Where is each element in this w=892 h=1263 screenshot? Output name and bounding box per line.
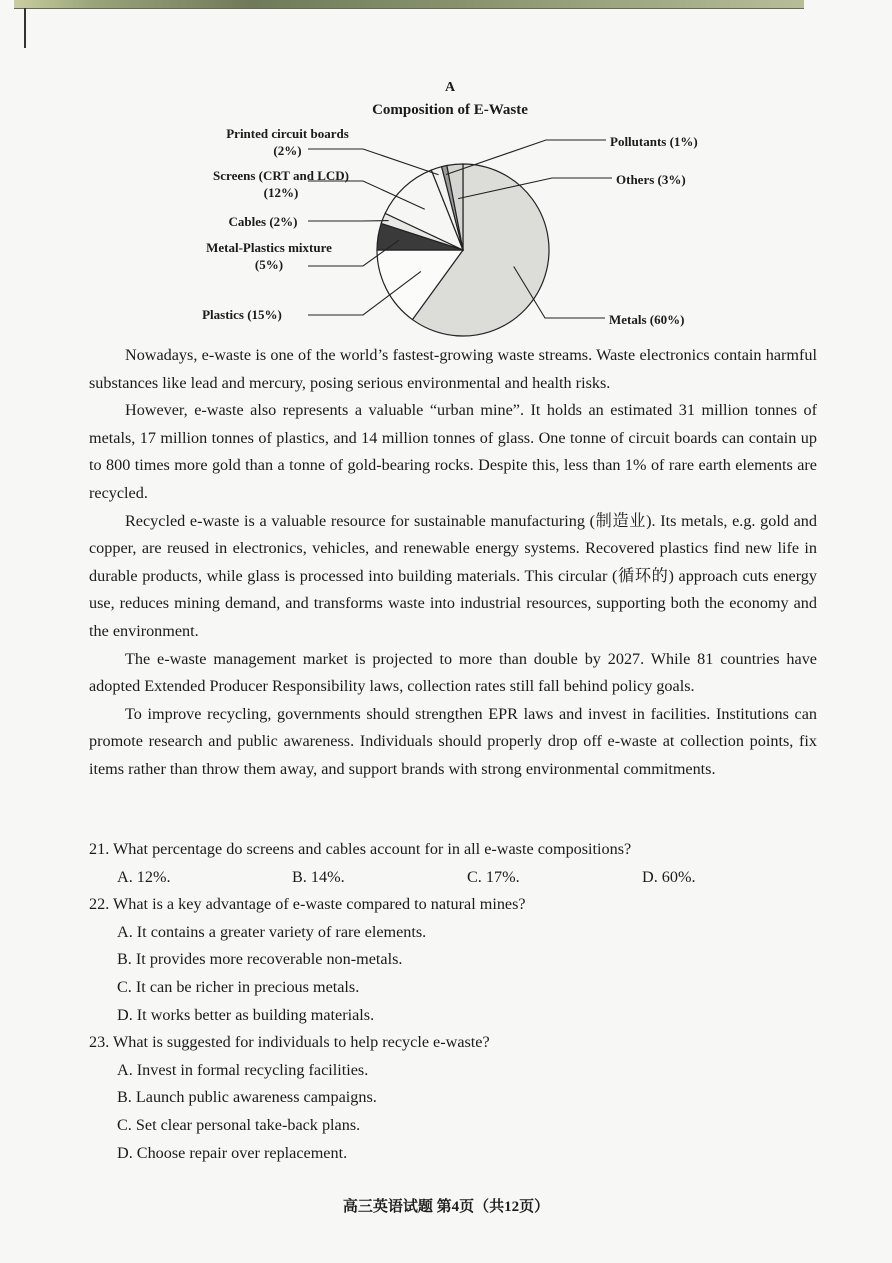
option-b: B. 14%. — [292, 867, 345, 886]
question-23 — [89, 1029, 817, 1167]
question-stem: 23. What is suggested for individuals to help recycle e-waste? — [89, 1033, 490, 1052]
option-c: C. It can be richer in precious metals. — [117, 977, 360, 996]
option-b: B. It provides more recoverable non-metals. — [117, 950, 403, 969]
question-stem: 21. What percentage do screens and cables account for in all e-waste compositions? — [89, 840, 632, 858]
option-d: D. It works better as building materials. — [117, 1005, 375, 1024]
label-metals: Metals (60%) — [609, 312, 685, 327]
label-cables: Cables (2%) — [228, 214, 298, 229]
scan-edge-top — [14, 0, 804, 9]
reading-passage — [89, 342, 817, 784]
option-d: D. 60%. — [642, 867, 696, 886]
question-list — [89, 836, 817, 1167]
label-metal-plastics-mixture: Metal-Plastics mixture (5%) — [206, 240, 332, 272]
option-row — [117, 864, 817, 892]
pie-chart — [180, 78, 720, 340]
question-21 — [89, 836, 817, 891]
paragraph-2: However, e-waste also represents a valuable “urban mine”. It holds an estimated 31 million tonnes of metals, 17 million tonnes of plastics, and 14 million tonnes of glass. One tonne of circuit boards can contain up to 800 times more gold than a tonne of gold-bearing rocks. Despite this, less than 1% of rare earth elements are recycled. — [89, 401, 817, 502]
paragraph-1: Nowadays, e-waste is one of the world’s fastest-growing waste streams. Waste electronics contain harmful substances like lead and mercury, posing serious environmental and health risks. — [89, 346, 817, 392]
section-letter: A — [444, 80, 456, 95]
label-screens: Screens (CRT and LCD) (12%) — [213, 168, 349, 200]
option-a: A. It contains a greater variety of rare elements. — [117, 922, 427, 941]
label-printed-circuit-boards: Printed circuit boards (2%) — [226, 126, 349, 158]
paragraph-3: Recycled e-waste is a valuable resource for sustainable manufacturing (制造业). Its metals, e.g. gold and copper, are reused in electronics, vehicles, and renewable energy systems. Recovered plastics find new life in durable products, while glass is processed into building materials. This circular (循环的) approach cuts energy use, reduces mining demand, and transforms waste into industrial resources, supporting both the economy and the environment. — [89, 511, 817, 640]
scan-edge-left — [24, 8, 26, 48]
paragraph-5: To improve recycling, governments should strengthen EPR laws and invest in facilities. Institutions can promote research and public awareness. Individuals should properly drop off e-waste at collection points, fix items rather than throw them away, and support brands with strong environmental commitments. — [89, 704, 817, 778]
label-plastics: Plastics (15%) — [202, 307, 282, 322]
pie-graphic — [180, 78, 720, 340]
chart-title: Composition of E-Waste — [372, 102, 528, 118]
page-footer: 高三英语试题 第4页（共12页） — [342, 1199, 550, 1215]
option-b: B. Launch public awareness campaigns. — [117, 1088, 377, 1107]
label-pollutants: Pollutants (1%) — [610, 134, 698, 149]
paragraph-4: The e-waste management market is projected to more than double by 2027. While 81 countries have adopted Extended Producer Responsibility laws, collection rates still fall behind policy goals. — [89, 649, 817, 696]
label-others: Others (3%) — [616, 172, 686, 187]
question-stem: 22. What is a key advantage of e-waste compared to natural mines? — [89, 895, 526, 914]
option-c: C. Set clear personal take-back plans. — [117, 1115, 361, 1134]
option-a: A. 12%. — [117, 867, 171, 886]
question-22 — [89, 891, 817, 1029]
option-c: C. 17%. — [467, 867, 520, 886]
option-d: D. Choose repair over replacement. — [117, 1143, 348, 1162]
option-a: A. Invest in formal recycling facilities. — [117, 1060, 369, 1079]
